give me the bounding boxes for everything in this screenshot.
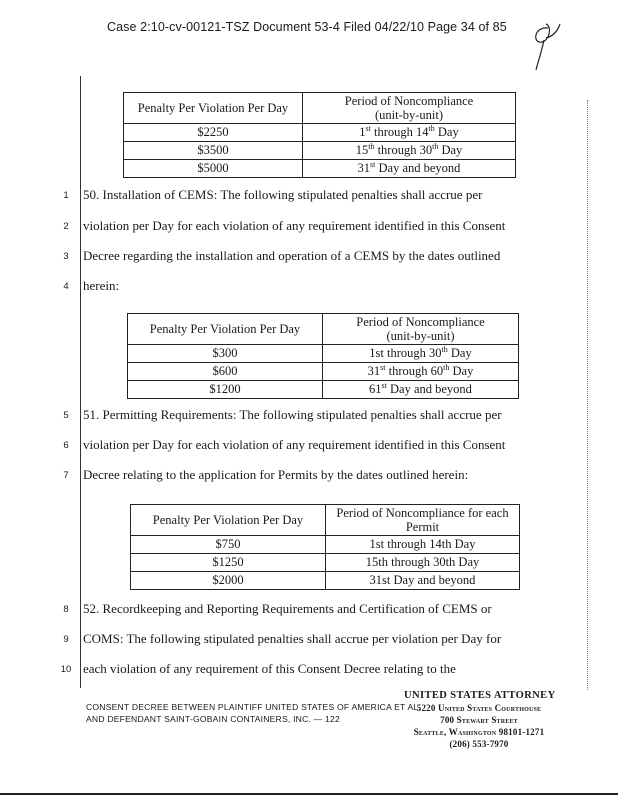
- text-line: 6 violation per Day for each violation of any requirement identified in this Consent: [63, 437, 506, 452]
- text-line: 3 Decree regarding the installation and operation of a CEMS by the dates outlined: [63, 248, 501, 263]
- text-line: 2 violation per Day for each violation of any requirement identified in this Consent: [63, 218, 506, 233]
- table-row: $2000 31st Day and beyond: [131, 572, 520, 590]
- text-line: 5 51. Permitting Requirements: The following stipulated penalties shall accrue per: [63, 407, 502, 422]
- left-margin-rule: [80, 76, 81, 688]
- text-line: 8 52. Recordkeeping and Reporting Requirements and Certification of CEMS or: [63, 601, 492, 616]
- table1-header-period: Period of Noncompliance (unit-by-unit): [303, 93, 516, 124]
- table1-header-penalty: Penalty Per Violation Per Day: [124, 93, 303, 124]
- table-row: $5000 31st Day and beyond: [124, 160, 516, 178]
- text-line: 7 Decree relating to the application for Permits by the dates outlined herein:: [63, 467, 469, 482]
- penalty-table-1: [123, 92, 516, 178]
- table-row: $1200 61st Day and beyond: [128, 381, 519, 399]
- case-header: Case 2:10-cv-00121-TSZ Document 53-4 Filed 04/22/10 Page 34 of 85: [107, 20, 507, 34]
- attorney-address: UNITED STATES ATTORNEY 5220 United States Courthouse 700 Stewart Street Seattle, Washington 98101-1271 (206) 553-7970: [404, 690, 556, 749]
- text-line: 9 COMS: The following stipulated penalties shall accrue per violation per Day for: [63, 631, 502, 646]
- table-row: $3500 15th through 30th Day: [124, 142, 516, 160]
- table-row: $1250 15th through 30th Day: [131, 554, 520, 572]
- table3-header-penalty: Penalty Per Violation Per Day: [131, 505, 326, 536]
- footer-caption: CONSENT DECREE BETWEEN PLAINTIFF UNITED STATES OF AMERICA ET AL. AND DEFENDANT SAINT-GOBAIN CONTAINERS, INC. — 122: [86, 702, 421, 724]
- table-row: $300 1st through 30th Day: [128, 345, 519, 363]
- penalty-table-3: [130, 504, 520, 590]
- handwritten-initials: [528, 18, 562, 72]
- text-line: 1 50. Installation of CEMS: The following stipulated penalties shall accrue per: [63, 187, 483, 202]
- text-line: 4 herein:: [63, 278, 120, 293]
- table2-header-period: Period of Noncompliance (unit-by-unit): [323, 314, 519, 345]
- table2-header-penalty: Penalty Per Violation Per Day: [128, 314, 323, 345]
- table-row: $750 1st through 14th Day: [131, 536, 520, 554]
- table-row: $2250 1st through 14th Day: [124, 124, 516, 142]
- table3-header-period: Period of Noncompliance for each Permit: [326, 505, 520, 536]
- bottom-rule: [0, 793, 618, 795]
- table-row: $600 31st through 60th Day: [128, 363, 519, 381]
- text-line: 10 each violation of any requirement of this Consent Decree relating to the: [60, 661, 456, 676]
- penalty-table-2: [127, 313, 519, 399]
